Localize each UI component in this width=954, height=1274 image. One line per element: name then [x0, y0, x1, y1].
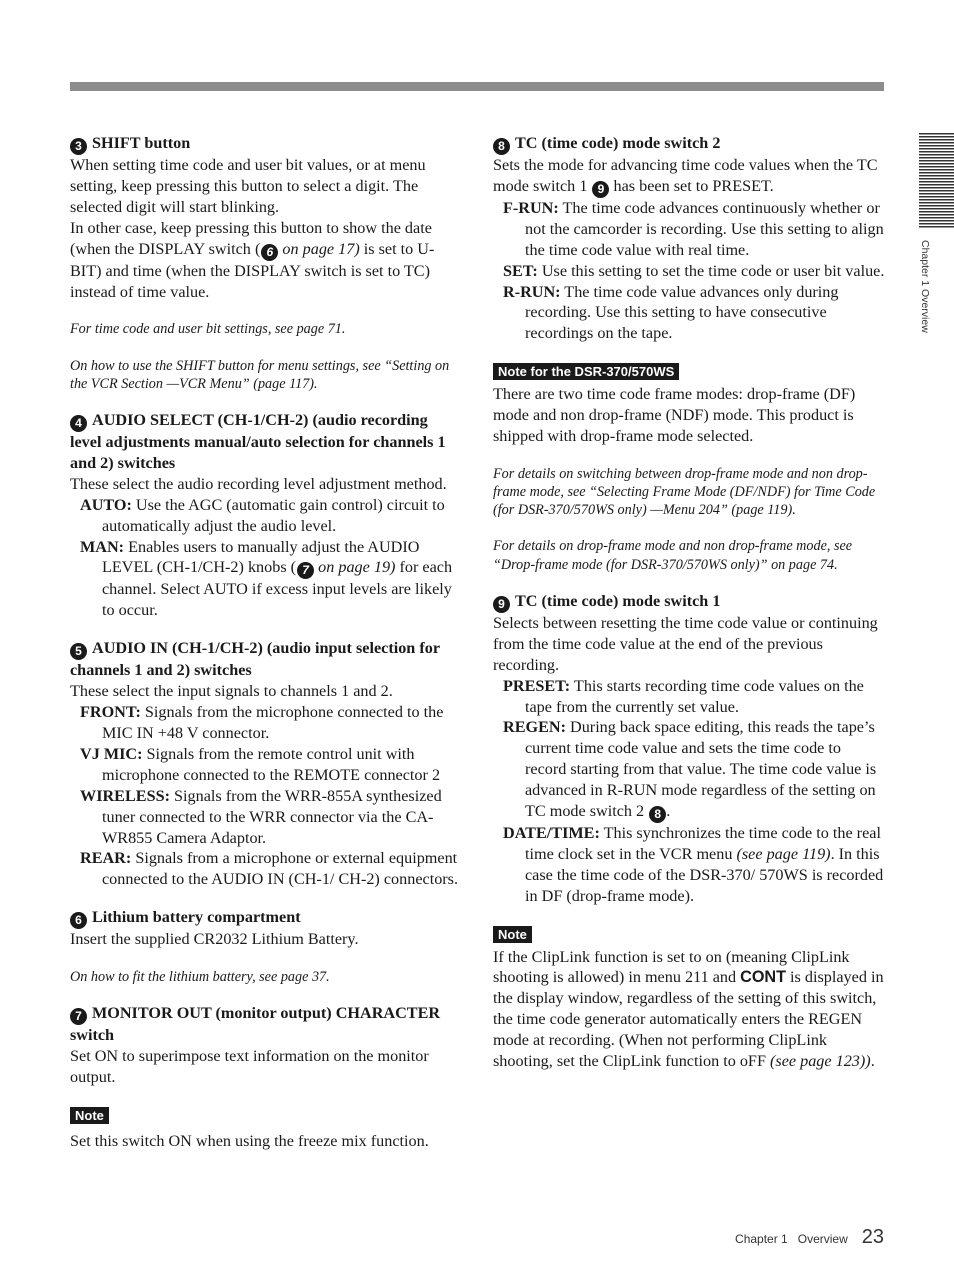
- intro-text-a: Sets the mode for advancing time code values when the TC mode switch 1: [493, 156, 878, 195]
- section-9-intro: Selects between resetting the time code value or continuing from the time code value at the end of the previous recording.: [493, 613, 878, 674]
- chapter-tab-label: Chapter 1 Overview: [919, 240, 931, 333]
- section-9-datetime-item: [503, 823, 885, 907]
- section-5-heading: [70, 638, 462, 681]
- note-end: .: [870, 1052, 875, 1071]
- section-8-note-text: There are two time code frame modes: drop-frame (DF) mode and non drop-frame (NDF) mode. This product is shipped with drop-frame mode selected.: [493, 385, 856, 445]
- section-3-title: SHIFT button: [92, 134, 191, 152]
- section-6-ref: On how to fit the lithium battery, see page 37.: [70, 969, 330, 986]
- section-8-ref1: For details on switching between drop-frame mode and non drop-frame mode, see “Selecting Frame Mode (DF/NDF) for Time Code (for DSR-370/570WS only) —Menu 204” (page 119).: [493, 465, 876, 519]
- item-term: R-RUN:: [503, 282, 561, 301]
- body2-text-b: is set to U-BIT) and time (when the DISPLAY switch is set to TC) instead of time value.: [70, 239, 435, 301]
- section-9-title: TC (time code) mode switch 1: [515, 591, 721, 610]
- callout-number-5-icon: 5: [70, 643, 87, 660]
- auto-term: AUTO:: [80, 495, 132, 514]
- section-4-auto-item: [80, 495, 462, 537]
- item-text: The time code advances continuously whether or not the camcorder is recording. Use this setting to align the time code value with real time.: [525, 198, 884, 259]
- callout-number-7-icon: 7: [297, 562, 314, 579]
- item-term: REAR:: [80, 849, 132, 868]
- section-8-title: TC (time code) mode switch 2: [515, 134, 721, 152]
- chapter-tab-stripes: [919, 133, 954, 229]
- note-badge: Note: [70, 1107, 109, 1124]
- item-term: F-RUN:: [503, 198, 559, 217]
- callout-number-9-icon: 9: [493, 596, 510, 613]
- section-9-preset-item: [503, 676, 885, 718]
- section-7-heading: [70, 1003, 462, 1046]
- section-3-ref1: For time code and user bit settings, see page 71.: [70, 321, 346, 338]
- section-4-man-item: [80, 537, 462, 622]
- left-column: [70, 133, 462, 1152]
- auto-text: Use the AGC (automatic gain control) circuit to automatically adjust the audio level.: [102, 495, 445, 535]
- item-text: Signals from the microphone connected to the MIC IN +48 V connector.: [102, 703, 444, 743]
- datetime-ref: (see page 119): [736, 844, 831, 863]
- right-column: [493, 133, 885, 1072]
- list-item: [503, 261, 885, 282]
- list-item: [503, 198, 885, 261]
- note-badge: Note for the DSR-370/570WS: [493, 363, 679, 380]
- datetime-text-b: . In this case the time code of the DSR-370/ 570WS is recorded in DF (drop-frame mode).: [525, 844, 884, 905]
- section-8-intro: [493, 155, 885, 198]
- regen-term: REGEN:: [503, 718, 566, 737]
- section-5-title: AUDIO IN (CH-1/CH-2) (audio input selection for channels 1 and 2) switches: [70, 639, 440, 680]
- man-ref: [296, 558, 395, 576]
- intro-text-b: has been set to PRESET.: [609, 176, 774, 195]
- regen-text: During back space editing, this reads the tape’s current time code value and sets the time code to record starting from that value. The time code value is advanced in R-RUN mode regardless of the setting on TC mode switch 2: [525, 718, 877, 821]
- section-9-regen-item: [503, 717, 885, 823]
- list-item: [80, 744, 462, 786]
- section-3-body1: When setting time code and user bit values, or at menu setting, keep pressing this button to select a digit. The selected digit will start blinking.: [70, 156, 426, 216]
- preset-text: This starts recording time code values on the tape from the currently set value.: [525, 676, 864, 716]
- section-4-heading: [70, 410, 462, 474]
- datetime-term: DATE/TIME:: [503, 824, 600, 843]
- section-7-note-text: Set this switch ON when using the freeze mix function.: [70, 1132, 429, 1150]
- callout-number-3-icon: 3: [70, 138, 87, 155]
- section-3-body2: [70, 218, 462, 303]
- regen-end: .: [666, 802, 671, 821]
- footer-chapter-label: Chapter 1 Overview: [735, 1232, 848, 1246]
- body2-ref-text: on page 17): [278, 239, 360, 258]
- list-item: [80, 786, 462, 849]
- callout-number-6-icon: 6: [70, 912, 87, 929]
- item-term: WIRELESS:: [80, 786, 170, 805]
- section-9-heading: [493, 591, 885, 613]
- section-3-ref2: On how to use the SHIFT button for menu settings, see “Setting on the VCR Section —VCR Menu” (page 117).: [70, 357, 450, 392]
- item-term: FRONT:: [80, 703, 141, 722]
- callout-number-6-icon: 6: [261, 244, 278, 261]
- man-text-a: Enables users to manually adjust the AUDIO LEVEL (CH-1/CH-2) knobs (: [102, 537, 420, 577]
- callout-number-4-icon: 4: [70, 415, 87, 432]
- page-number: 23: [861, 1226, 884, 1248]
- item-text: Signals from the remote control unit with microphone connected to the REMOTE connector 2: [102, 744, 441, 784]
- man-term: MAN:: [80, 537, 125, 556]
- note-badge: Note: [493, 926, 532, 943]
- note-text-a: If the ClipLink function is set to on (meaning ClipLink shooting is allowed) in menu 211 and: [493, 947, 850, 987]
- section-7-body: Set ON to superimpose text information on the monitor output.: [70, 1047, 429, 1087]
- item-text: Use this setting to set the time code or user bit value.: [537, 261, 885, 280]
- callout-number-7-icon: 7: [70, 1008, 87, 1025]
- item-term: SET:: [503, 261, 538, 280]
- list-item: [80, 702, 462, 744]
- section-4-title: AUDIO SELECT (CH-1/CH-2) (audio recording level adjustments manual/auto selection for channels 1 and 2) switches: [70, 411, 446, 472]
- callout-number-8-icon: 8: [649, 806, 666, 823]
- note-ref: (see page 123)): [770, 1052, 871, 1071]
- section-7-title: MONITOR OUT (monitor output) CHARACTER switch: [70, 1004, 441, 1045]
- man-text-b: for each channel. Select AUTO if excess input levels are likely to occur.: [102, 558, 453, 620]
- item-text: The time code value advances only during recording. Use this setting to have consecutive recordings on the tape.: [525, 282, 839, 343]
- item-text: Signals from the WRR-855A synthesized tuner connected to the WRR connector via the CA-WR855 Camera Adaptor.: [102, 786, 442, 847]
- item-text: Signals from a microphone or external equipment connected to the AUDIO IN (CH-1/ CH-2) connectors.: [102, 849, 459, 889]
- section-4-intro: These select the audio recording level adjustment method.: [70, 474, 447, 493]
- preset-term: PRESET:: [503, 676, 571, 695]
- section-8-ref2: For details on drop-frame mode and non drop-frame mode, see “Drop-frame mode (for DSR-370/570WS only)” on page 74.: [493, 538, 853, 573]
- section-9-note-text: [493, 947, 885, 1072]
- section-3-heading: [70, 133, 462, 155]
- header-rule: [70, 82, 884, 91]
- page-footer: [735, 1226, 884, 1249]
- list-item: [503, 282, 885, 345]
- section-8-heading: [493, 133, 885, 155]
- man-ref-text: on page 19): [314, 558, 396, 577]
- datetime-text-a: This synchronizes the time code to the real time clock set in the VCR menu: [525, 824, 881, 863]
- section-6-body: Insert the supplied CR2032 Lithium Battery.: [70, 930, 359, 949]
- section-5-intro: These select the input signals to channels 1 and 2.: [70, 682, 393, 701]
- item-term: VJ MIC:: [80, 744, 143, 763]
- list-item: [80, 848, 462, 890]
- body2-text-a: In other case, keep pressing this button to show the date (when the DISPLAY switch (: [70, 218, 432, 258]
- section-6-title: Lithium battery compartment: [92, 908, 301, 927]
- callout-number-8-icon: 8: [493, 138, 510, 155]
- note-text-b: is displayed in the display window, regardless of the setting of this switch, the time code generator automatically enters the REGEN mode at recording. (When not performing ClipLink shooting, set the ClipLink function to oFF: [493, 968, 884, 1071]
- cont-display-text: CONT: [740, 968, 786, 987]
- body2-ref: [260, 240, 359, 258]
- callout-number-9-icon: 9: [592, 181, 609, 198]
- section-6-heading: [70, 907, 462, 929]
